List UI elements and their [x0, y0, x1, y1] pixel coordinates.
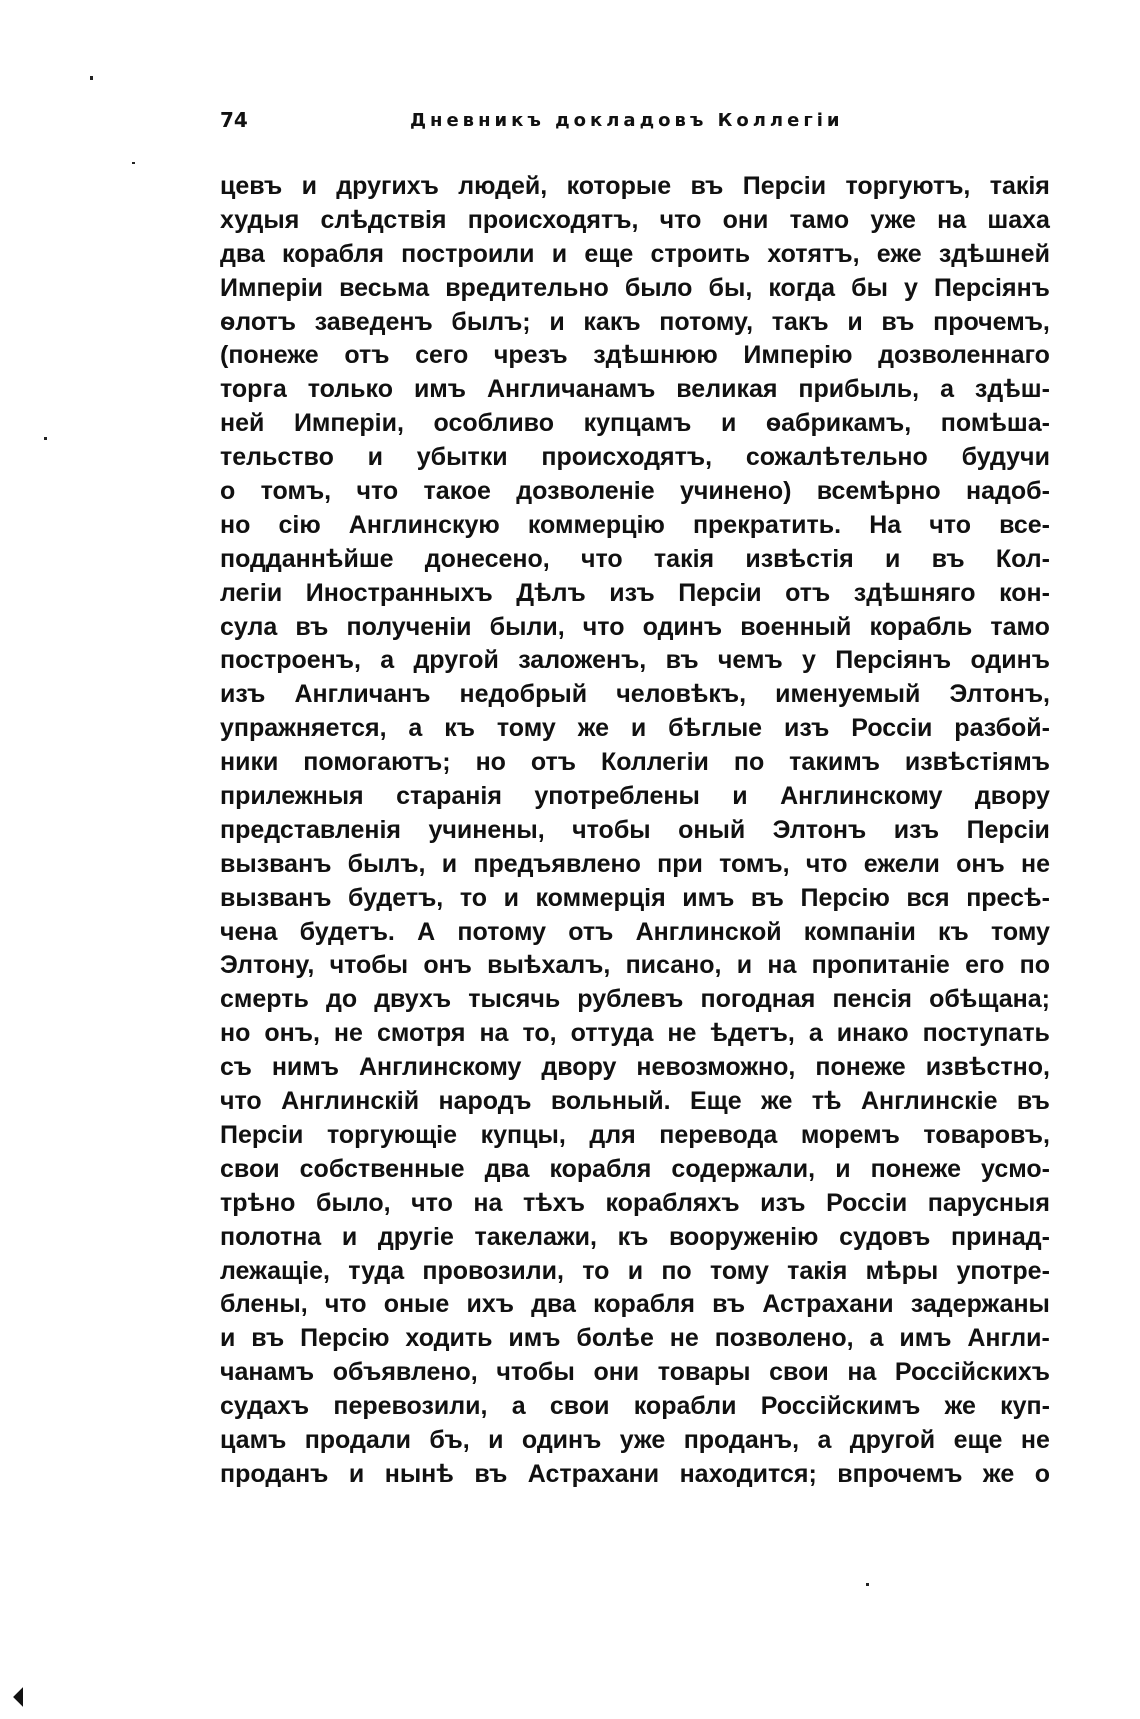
text-line: (понеже отъ сего чрезъ здѣшнюю Имперію дозволеннаго — [220, 341, 1050, 370]
text-line: прилежныя старанія употреблены и Англинскому двору — [220, 782, 1050, 811]
scan-speck — [132, 162, 135, 164]
text-line: худыя слѣдствія происходятъ, что они тамо уже на шаха — [220, 205, 1050, 234]
text-line: Персіи торгующіе купцы, для перевода моремъ товаровъ, — [220, 1120, 1050, 1149]
text-line: судахъ перевозили, а свои корабли Россійскимъ же куп- — [220, 1392, 1050, 1421]
text-line: цамъ продали бъ, и одинъ уже проданъ, а другой еще не — [220, 1425, 1050, 1454]
text-line: построенъ, а другой заложенъ, въ чемъ у Персіянъ одинъ — [220, 646, 1050, 675]
body-text — [220, 170, 1050, 1492]
text-line: представленія учинены, чтобы оный Элтонъ изъ Персіи — [220, 815, 1050, 844]
text-line: смерть до двухъ тысячь рублевъ погодная пенсія обѣщана; — [220, 985, 1050, 1014]
text-line: подданнѣйше донесено, что такія извѣстія и въ Кол- — [220, 544, 1050, 573]
page-header — [220, 108, 1050, 136]
text-line: сула въ полученіи были, что одинъ военный корабль тамо — [220, 612, 1050, 641]
text-line: тельство и убытки происходятъ, сожалѣтельно будучи — [220, 443, 1050, 472]
text-line: свои собственные два корабля содержали, и понеже усмо- — [220, 1154, 1050, 1183]
text-line: два корабля построили и еще строить хотятъ, еже здѣшней — [220, 239, 1050, 268]
text-line: ники помогаютъ; но отъ Коллегіи по такимъ извѣстіямъ — [220, 748, 1050, 777]
scan-speck — [44, 437, 47, 440]
text-line: изъ Англичанъ недобрый человѣкъ, именуемый Элтонъ, — [220, 680, 1050, 709]
text-line: о томъ, что такое дозволеніе учинено) всемѣрно надоб- — [220, 477, 1050, 506]
text-line: проданъ и нынѣ въ Астрахани находится; впрочемъ же о — [220, 1459, 1050, 1488]
text-line: съ нимъ Англинскому двору невозможно, понеже извѣстно, — [220, 1053, 1050, 1082]
text-line: упражняется, а къ тому же и бѣглые изъ Россіи разбой- — [220, 714, 1050, 743]
text-line: вызванъ былъ, и предъявлено при томъ, что ежели онъ не — [220, 849, 1050, 878]
text-line: ней Имперіи, особливо купцамъ и ѳабрикамъ, помѣша- — [220, 409, 1050, 438]
text-line: Имперіи весьма вредительно было бы, когда бы у Персіянъ — [220, 273, 1050, 302]
text-line: но онъ, не смотря на то, оттуда не ѣдетъ, а инако поступать — [220, 1019, 1050, 1048]
text-line: чена будетъ. А потому отъ Англинской компаніи къ тому — [220, 917, 1050, 946]
text-line: торга только имъ Англичанамъ великая прибыль, а здѣш- — [220, 375, 1050, 404]
text-line: блены, что оные ихъ два корабля въ Астрахани задержаны — [220, 1290, 1050, 1319]
text-line: ѳлотъ заведенъ былъ; и какъ потому, такъ и въ прочемъ, — [220, 307, 1050, 336]
text-line: полотна и другіе такелажи, къ вооруженію судовъ принад- — [220, 1222, 1050, 1251]
page-number: 74 — [220, 108, 248, 132]
text-line: чанамъ объявлено, чтобы они товары свои на Россійскихъ — [220, 1358, 1050, 1387]
scan-corner-arrow-mark — [13, 1687, 33, 1707]
text-line: легіи Иностранныхъ Дѣлъ изъ Персіи отъ здѣшняго кон- — [220, 578, 1050, 607]
text-line: трѣно было, что на тѣхъ корабляхъ изъ Россіи парусныя — [220, 1188, 1050, 1217]
text-line: что Англинскій народъ вольный. Еще же тѣ Англинскіе въ — [220, 1087, 1050, 1116]
text-line: и въ Персію ходить имъ болѣе не позволено, а имъ Англи- — [220, 1324, 1050, 1353]
scan-speck — [90, 76, 93, 80]
scan-speck — [866, 1583, 869, 1586]
running-title: Дневникъ докладовъ Коллегіи — [410, 110, 844, 131]
text-line: цевъ и другихъ людей, которые въ Персіи торгуютъ, такія — [220, 172, 1050, 200]
text-line: вызванъ будетъ, то и коммерція имъ въ Персію вся пресѣ- — [220, 883, 1050, 912]
text-line: но сію Англинскую коммерцію прекратить. На что все- — [220, 510, 1050, 539]
text-line: Элтону, чтобы онъ выѣхалъ, писано, и на пропитаніе его по — [220, 951, 1050, 980]
text-line: лежащіе, туда провозили, то и по тому такія мѣры употре- — [220, 1256, 1050, 1285]
